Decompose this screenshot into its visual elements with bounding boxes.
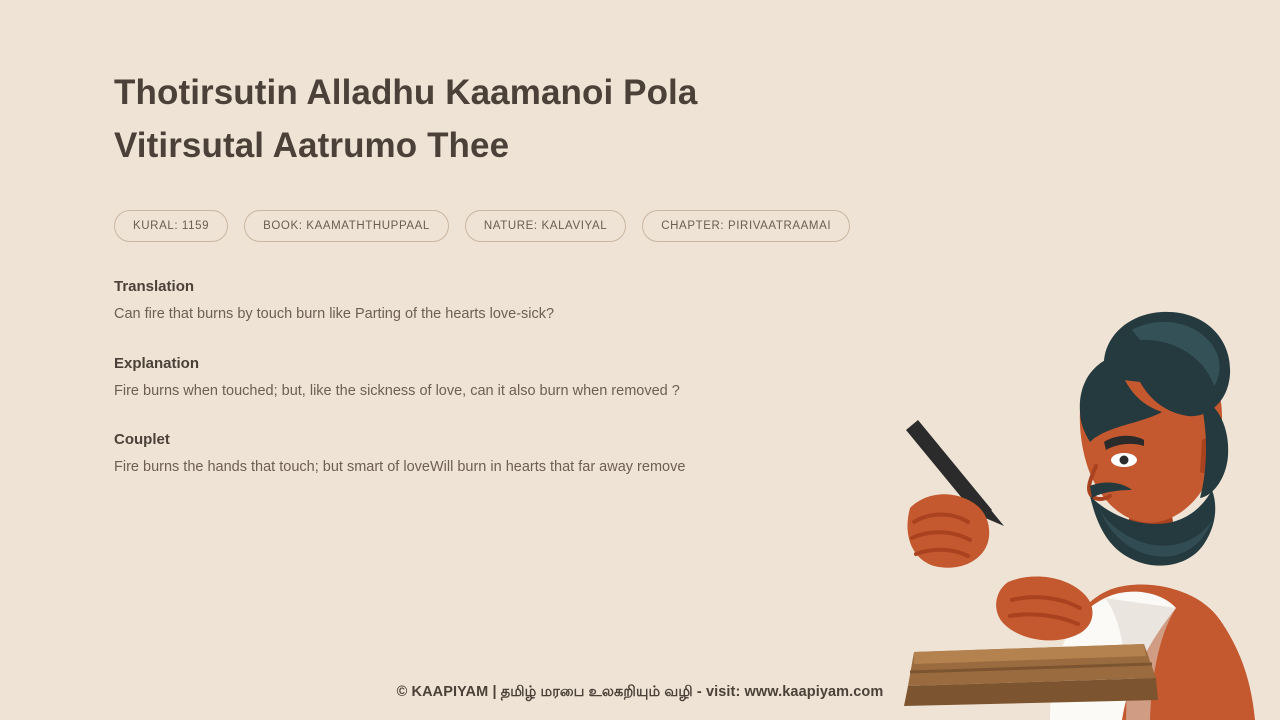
page-title: Thotirsutin Alladhu Kaamanoi Pola Vitirsutal Aatrumo Thee (114, 73, 698, 165)
tag-kural[interactable]: KURAL: 1159 (114, 210, 228, 242)
footer-prefix: © KAAPIYAM | தமிழ் மரபை உலகறியும் வழி - visit: (396, 684, 745, 700)
explanation-text: Fire burns when touched; but, like the sickness of love, can it also burn when removed ? (114, 382, 680, 399)
tag-book[interactable]: BOOK: KAAMATHTHUPPAAL (244, 210, 449, 242)
metadata-tag-list (114, 210, 914, 242)
translation-text: Can fire that burns by touch burn like Parting of the hearts love-sick? (114, 306, 555, 322)
explanation-heading: Explanation (114, 354, 200, 372)
couplet-heading: Couplet (114, 431, 170, 449)
content-column (114, 66, 914, 478)
couplet-text: Fire burns the hands that touch; but smart of loveWill burn in hearts that far away remove (114, 459, 686, 476)
section-translation (114, 278, 914, 325)
footer-website-link[interactable]: www.kaapiyam.com (744, 684, 884, 700)
section-explanation (114, 355, 914, 402)
tag-nature[interactable]: NATURE: KALAVIYAL (465, 210, 626, 242)
section-couplet (114, 431, 914, 478)
translation-heading: Translation (114, 278, 195, 295)
footer (0, 684, 1280, 702)
thiruvalluvar-illustration (900, 300, 1280, 720)
tag-chapter[interactable]: CHAPTER: PIRIVAATRAAMAI (642, 210, 850, 242)
